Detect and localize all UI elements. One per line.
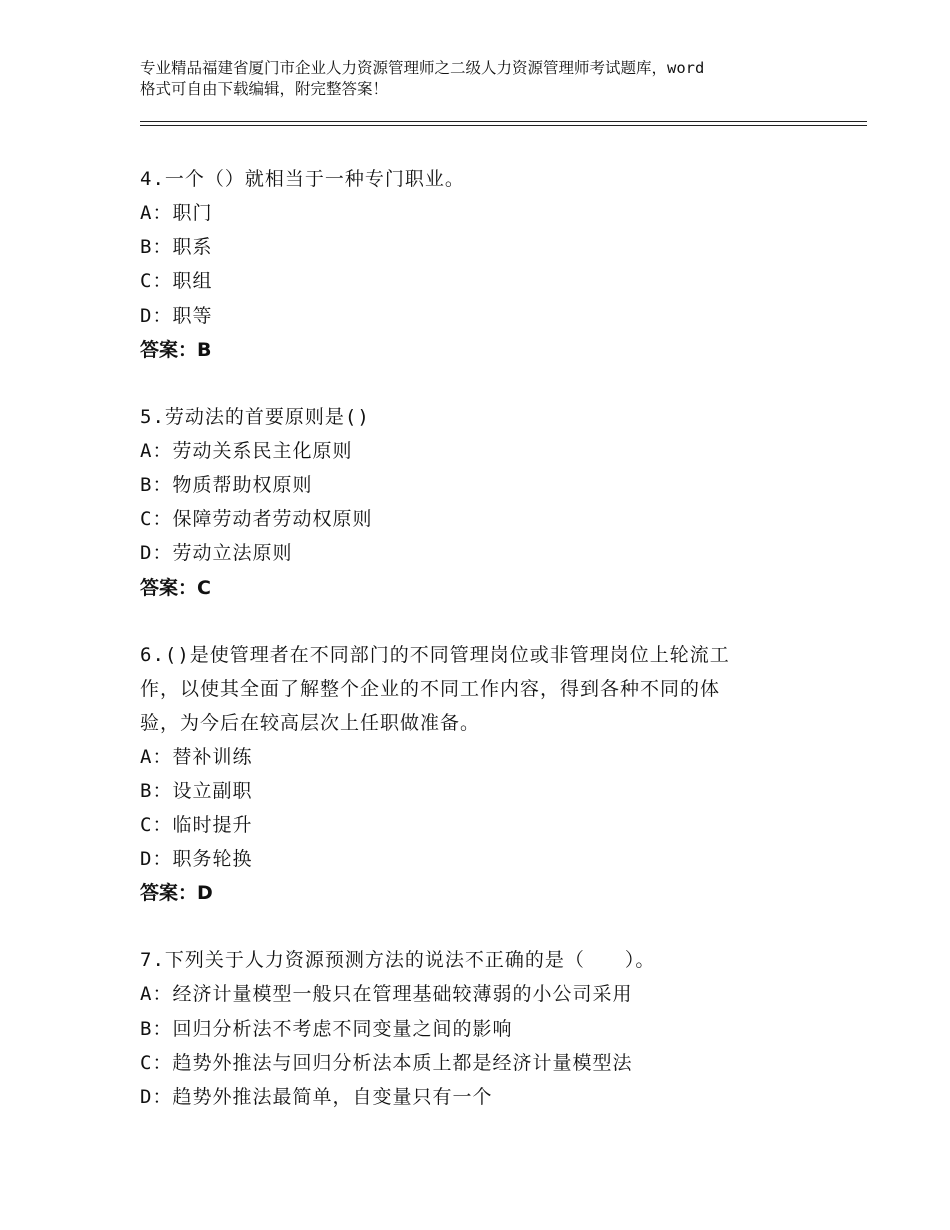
option-c: C：保障劳动者劳动权原则 [140,508,373,531]
question-stem: 5.劳动法的首要原则是() [140,405,370,428]
option-c: C：职组 [140,270,213,293]
question-6 [140,638,840,911]
option-d: D：劳动立法原则 [140,542,293,565]
option-b: B：物质帮助权原则 [140,474,313,497]
header-title-line-2: 格式可自由下载编辑，附完整答案！ [140,80,389,98]
question-stem-line-3: 验，为今后在较高层次上任职做准备。 [140,711,481,734]
option-d: D：职等 [140,304,213,327]
document-header [140,58,840,100]
option-a: A：职门 [140,202,213,224]
header-divider-top [140,121,867,122]
option-d: D：职务轮换 [140,848,253,871]
header-title-line-1: 专业精品福建省厦门市企业人力资源管理师之二级人力资源管理师考试题库，word [140,59,705,77]
header-divider-bottom [140,125,867,126]
option-c: C：趋势外推法与回归分析法本质上都是经济计量模型法 [140,1051,633,1074]
option-a: A：经济计量模型一般只在管理基础较薄弱的小公司采用 [140,983,633,1006]
option-a: A：劳动关系民主化原则 [140,439,353,462]
question-stem: 4.一个（）就相当于一种专门职业。 [140,168,465,190]
question-list [140,162,840,1147]
option-b: B：职系 [140,236,213,259]
question-stem: 7.下列关于人力资源预测方法的说法不正确的是（ ）。 [140,949,656,972]
answer-label: 答案：D [140,882,213,905]
question-stem-line-1: 6.()是使管理者在不同部门的不同管理岗位或非管理岗位上轮流工 [140,643,730,666]
option-a: A：替补训练 [140,745,253,768]
option-b: B：回归分析法不考虑不同变量之间的影响 [140,1017,513,1040]
option-b: B：设立副职 [140,779,253,802]
answer-label: 答案：B [140,338,212,361]
option-c: C：临时提升 [140,814,253,837]
question-stem-line-2: 作，以使其全面了解整个企业的不同工作内容，得到各种不同的体 [140,677,721,700]
option-d: D：趋势外推法最简单，自变量只有一个 [140,1086,493,1109]
question-5 [140,400,840,605]
question-4 [140,162,840,367]
answer-label: 答案：C [140,576,211,599]
question-7 [140,943,840,1114]
